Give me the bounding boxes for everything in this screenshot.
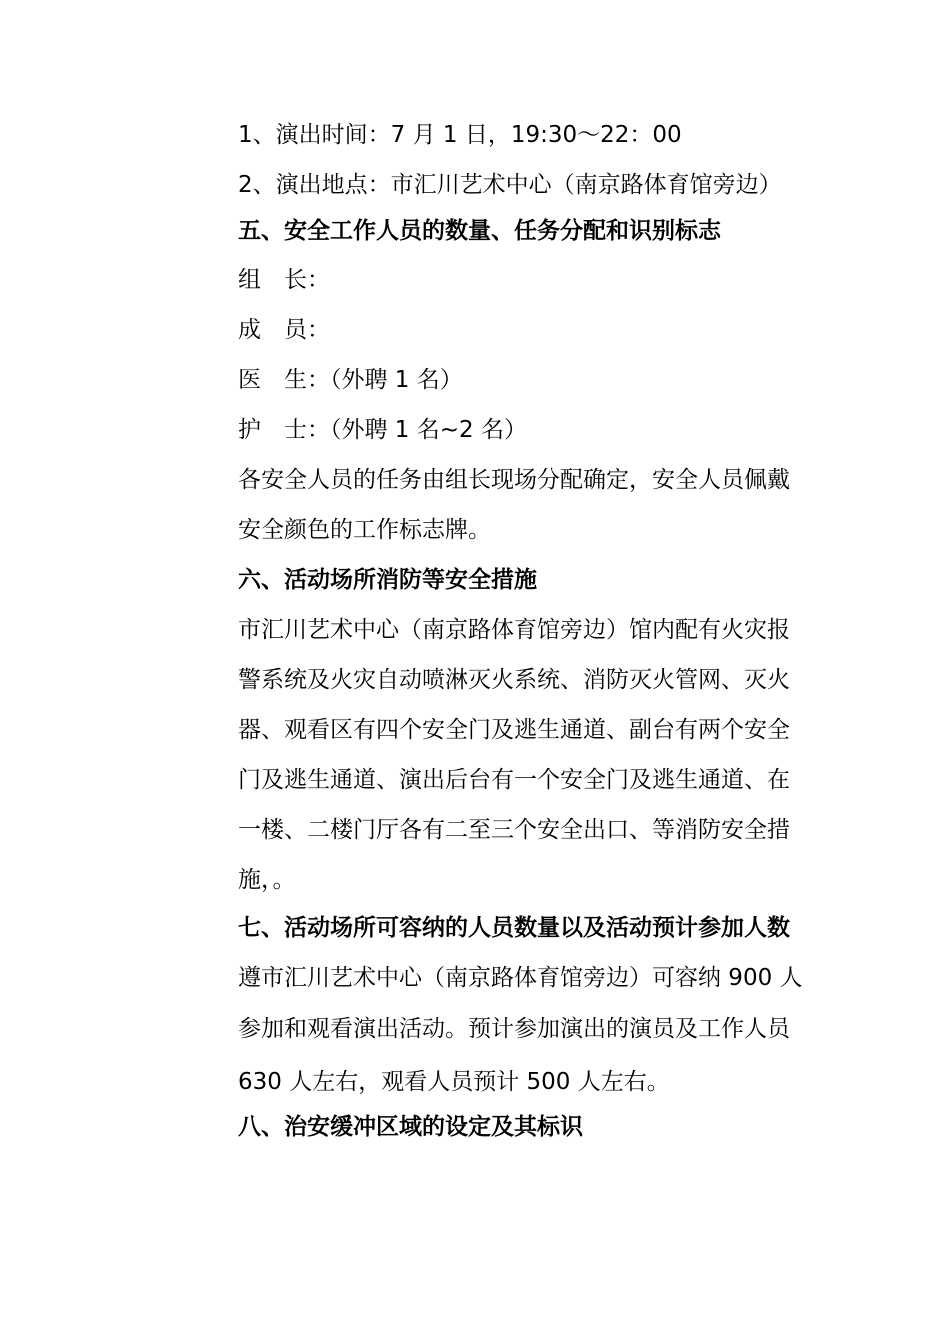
section-8-heading: 八、治安缓冲区域的设定及其标识 bbox=[238, 1114, 583, 1140]
fire-safety-line-6: 施，。 bbox=[238, 867, 296, 893]
capacity-line-1: 遵市汇川艺术中心（南京路体育馆旁边）可容纳 900 人 bbox=[238, 965, 803, 991]
section-7-heading: 七、活动场所可容纳的人员数量以及活动预计参加人数 bbox=[238, 915, 790, 941]
team-leader-line: 组 长： bbox=[238, 267, 330, 293]
section-5-heading: 五、安全工作人员的数量、任务分配和识别标志 bbox=[238, 218, 721, 244]
fire-safety-line-4: 门及逃生通道、演出后台有一个安全门及逃生通道、在 bbox=[238, 767, 790, 793]
capacity-line-3: 630 人左右，观看人员预计 500 人左右。 bbox=[238, 1069, 670, 1095]
fire-safety-line-3: 器、观看区有四个安全门及逃生通道、副台有两个安全 bbox=[238, 717, 790, 743]
fire-safety-line-5: 一楼、二楼门厅各有二至三个安全出口、等消防安全措 bbox=[238, 817, 790, 843]
task-assignment-line-2: 安全颜色的工作标志牌。 bbox=[238, 517, 491, 543]
section-6-heading: 六、活动场所消防等安全措施 bbox=[238, 567, 537, 593]
task-assignment-line-1: 各安全人员的任务由组长现场分配确定，安全人员佩戴 bbox=[238, 467, 790, 493]
team-members-line: 成 员： bbox=[238, 317, 330, 343]
fire-safety-line-1: 市汇川艺术中心（南京路体育馆旁边）馆内配有火灾报 bbox=[238, 617, 790, 643]
fire-safety-line-2: 警系统及火灾自动喷淋灭火系统、消防灭火管网、灭火 bbox=[238, 667, 790, 693]
nurse-line: 护 士：（外聘 1 名~2 名） bbox=[238, 417, 527, 443]
capacity-line-2: 参加和观看演出活动。预计参加演出的演员及工作人员 bbox=[238, 1016, 790, 1042]
venue-location-line: 2、演出地点：市汇川艺术中心（南京路体育馆旁边） bbox=[238, 172, 782, 198]
schedule-time-line: 1、演出时间：7 月 1 日，19:30～22：00 bbox=[238, 122, 682, 148]
doctor-line: 医 生：（外聘 1 名） bbox=[238, 367, 463, 393]
